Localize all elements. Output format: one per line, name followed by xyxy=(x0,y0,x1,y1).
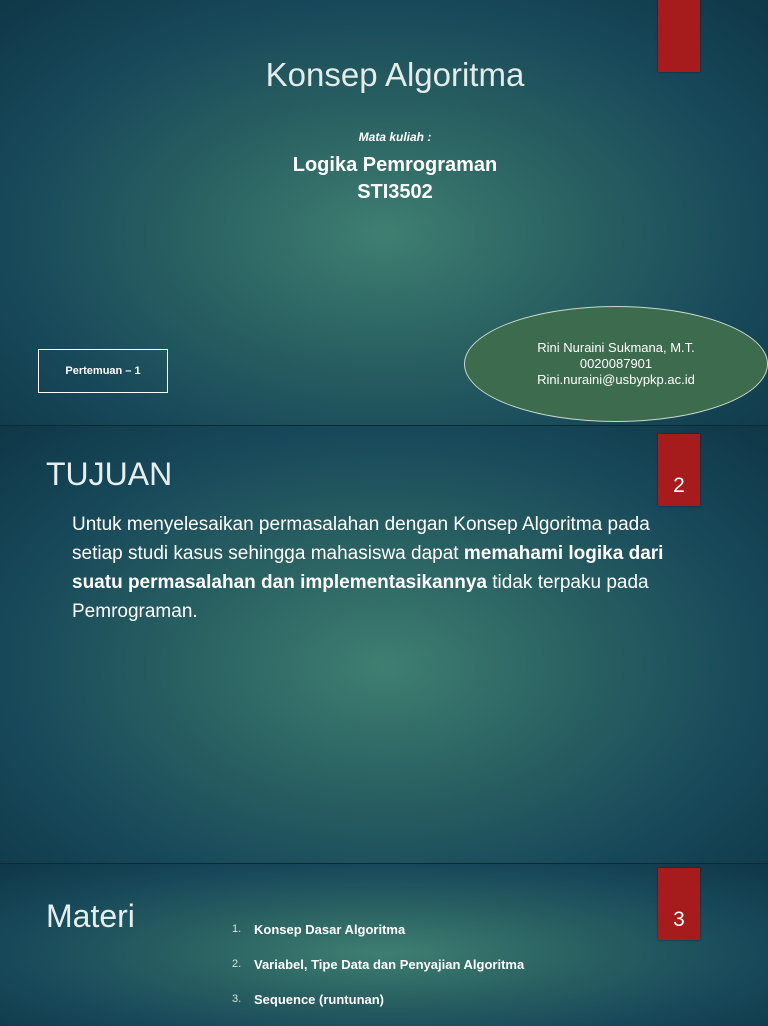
slide-2 xyxy=(0,426,768,863)
list-number: 2. xyxy=(232,958,242,970)
page-number: 2 xyxy=(673,474,685,497)
list-label: Konsep Dasar Algoritma xyxy=(254,922,406,937)
section-heading: TUJUAN xyxy=(46,456,173,492)
material-list xyxy=(232,922,524,1026)
meeting-label: Pertemuan – 1 xyxy=(65,365,141,377)
list-label: Variabel, Tipe Data dan Penyajian Algoritma xyxy=(254,957,525,972)
page-number-tab xyxy=(658,868,700,940)
list-number: 3. xyxy=(232,993,242,1005)
page-number-tab xyxy=(658,434,700,506)
course-code: STI3502 xyxy=(357,181,433,203)
page-number: 3 xyxy=(673,908,685,931)
lecturer-name: Rini Nuraini Sukmana, M.T. xyxy=(537,340,695,355)
objective-text-bold: memahami logika dari suatu permasalahan dan implementasikannya xyxy=(72,543,664,593)
list-item xyxy=(232,922,524,957)
lecturer-id: 0020087901 xyxy=(579,356,653,371)
lecturer-ellipse xyxy=(464,306,768,422)
slide-title: Konsep Algoritma xyxy=(265,56,525,93)
list-number: 1. xyxy=(232,923,242,935)
section-heading: Materi xyxy=(46,898,135,934)
slide-1 xyxy=(0,0,768,425)
list-item xyxy=(232,957,524,992)
list-label: Sequence (runtunan) xyxy=(254,992,385,1007)
objective-text-2: tidak terpaku pada Pemrograman. xyxy=(72,572,649,622)
list-item xyxy=(232,992,524,1026)
course-info xyxy=(0,152,768,206)
objective-text-1: Untuk menyelesaikan permasalahan dengan Konsep Algoritma pada setiap studi kasus sehingga mahasiswa dapat xyxy=(72,514,650,564)
meeting-box xyxy=(38,349,168,393)
course-name: Logika Pemrograman xyxy=(292,154,498,176)
objective-paragraph xyxy=(72,510,672,626)
lecturer-email: Rini.nuraini@usbypkp.ac.id xyxy=(537,372,695,387)
course-caption: Mata kuliah : xyxy=(358,130,432,144)
slide-3 xyxy=(0,864,768,1026)
